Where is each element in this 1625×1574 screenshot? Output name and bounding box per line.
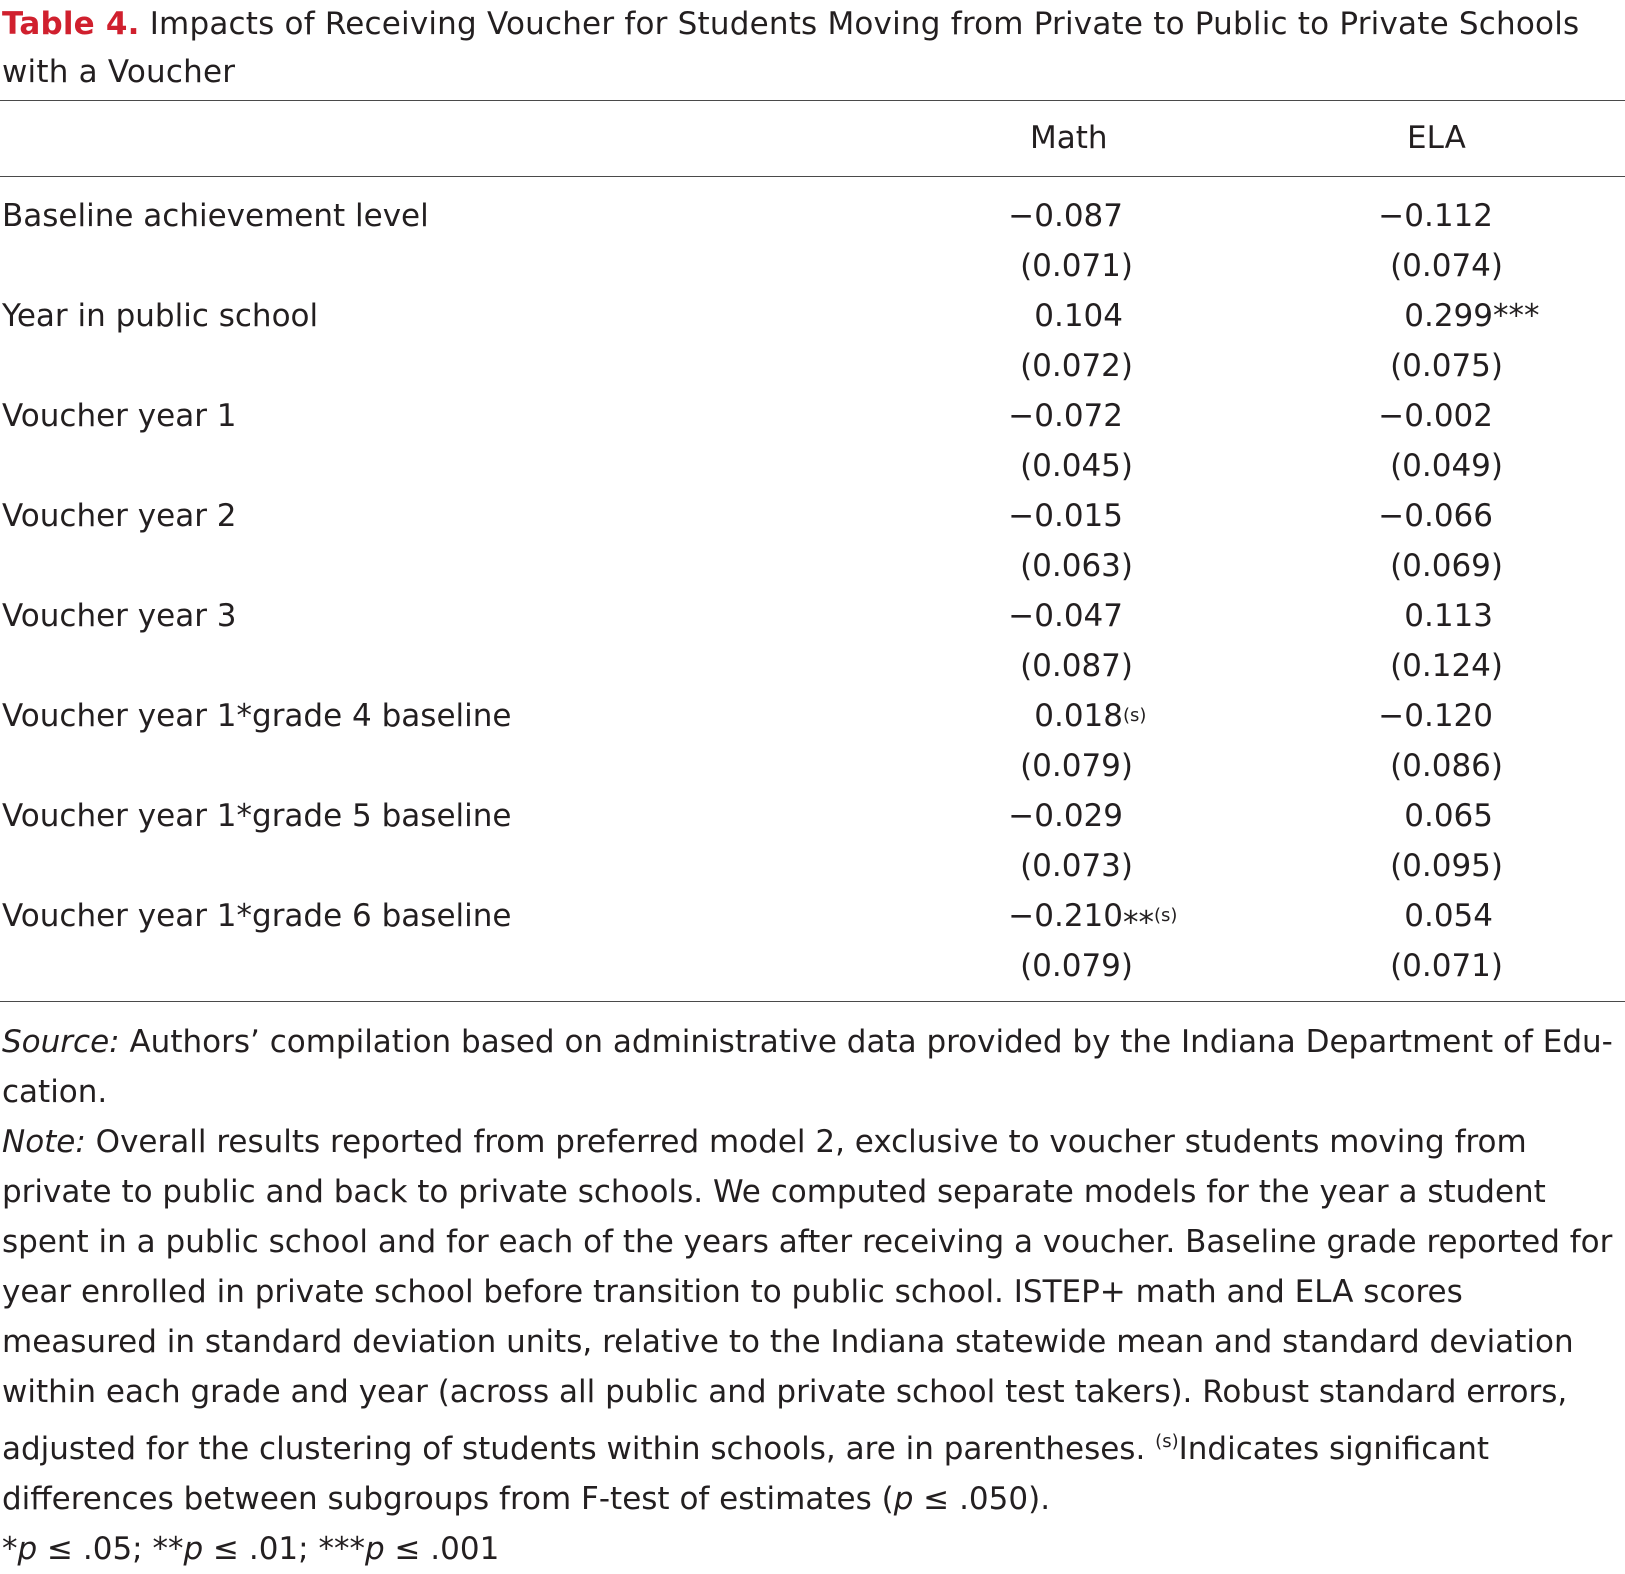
significance-marker: (s) [1123,705,1147,726]
ela-std-error: (0.124) [1390,648,1503,684]
ela-std-error: (0.095) [1390,848,1503,884]
column-header-math: Math [1030,120,1108,156]
row-label: Voucher year 1*grade 4 baseline [2,698,512,734]
ela-std-error: (0.069) [1390,548,1503,584]
ela-estimate: −0.002 [1378,398,1493,434]
header-rule [0,176,1625,177]
significance-legend: *p ≤ .05; **p ≤ .01; ***p ≤ .001 [2,1531,500,1567]
ela-estimate: 0.054 [1404,898,1493,934]
math-estimate: −0.087 [1008,198,1123,234]
math-std-error: (0.063) [1020,548,1133,584]
table-row [0,691,1625,791]
table-row [0,791,1625,891]
table-number: Table 4. [2,6,140,42]
row-label: Voucher year 3 [2,598,237,634]
ela-estimate: 0.065 [1404,798,1493,834]
ela-std-error: (0.049) [1390,448,1503,484]
math-std-error: (0.087) [1020,648,1133,684]
source-note: Source: Authors’ compilation based on administrative data provided by the Indiana Department of Edu-cation. [2,1024,1613,1110]
math-estimate: 0.104 [1034,298,1123,334]
math-estimate: −0.210 **$^{(s)}$ [1003,891,1123,941]
math-estimate: −0.015 [1008,498,1123,534]
ela-std-error: (0.071) [1390,948,1503,984]
table-caption [2,0,1602,96]
table-notes [2,1017,1620,1574]
math-std-error: (0.079) [1020,948,1133,984]
math-estimate: −0.047 [1008,598,1123,634]
math-std-error: (0.045) [1020,448,1133,484]
math-std-error: (0.079) [1020,748,1133,784]
math-estimate: −0.072 [1008,398,1123,434]
table-row [0,191,1625,291]
math-std-error: (0.073) [1020,848,1133,884]
ela-estimate: −0.066 [1378,498,1493,534]
ela-std-error: (0.075) [1390,348,1503,384]
column-header-ela: ELA [1407,120,1466,156]
math-std-error: (0.072) [1020,348,1133,384]
math-estimate: 0.018 $^{(s)}$ [1003,691,1123,741]
math-estimate: −0.029 [1008,798,1123,834]
ela-estimate: −0.112 [1378,198,1493,234]
general-note: Note: Overall results reported from preferred model 2, exclusive to voucher students moving from private to public and back to private schools. We computed separate models for the year a student spent in a public school and for each of the years after receiving a voucher. Baseline grade reported for year enrolled in private school before transition to public school. ISTEP+ math and ELA scores measured in standard deviation units, relative to the Indiana statewide mean and standard deviation within each grade and year (across all public and private school test takers). Robust standard errors, adjusted for the clustering of students within schools, are in parentheses. $^{(s)}$Indicates significant differences between subgroups from F-test of estimates (p ≤ .050). [2,1124,1613,1517]
row-label: Voucher year 1 [2,398,237,434]
significance-stars: **$^{(s)}$ [1123,905,1178,941]
ela-std-error: (0.086) [1390,748,1503,784]
significance-stars: *** [1493,298,1540,334]
row-label: Year in public school [2,298,319,334]
row-label: Voucher year 1*grade 5 baseline [2,798,512,834]
row-label: Voucher year 2 [2,498,237,534]
table-row [0,391,1625,491]
row-label: Voucher year 1*grade 6 baseline [2,898,512,934]
bottom-rule [0,1001,1625,1002]
table-title: Impacts of Receiving Voucher for Students Moving from Private to Public to Private Schools with a Voucher [2,6,1580,90]
row-label: Baseline achievement level [2,198,429,234]
ela-estimate: 0.299 *** [1373,291,1493,341]
table-row [0,291,1625,391]
table-body [0,191,1625,991]
ela-std-error: (0.074) [1390,248,1503,284]
table-row [0,591,1625,691]
top-rule [0,100,1625,101]
table-row [0,491,1625,591]
math-std-error: (0.071) [1020,248,1133,284]
ela-estimate: 0.113 [1404,598,1493,634]
ela-estimate: −0.120 [1378,698,1493,734]
table-row [0,891,1625,991]
